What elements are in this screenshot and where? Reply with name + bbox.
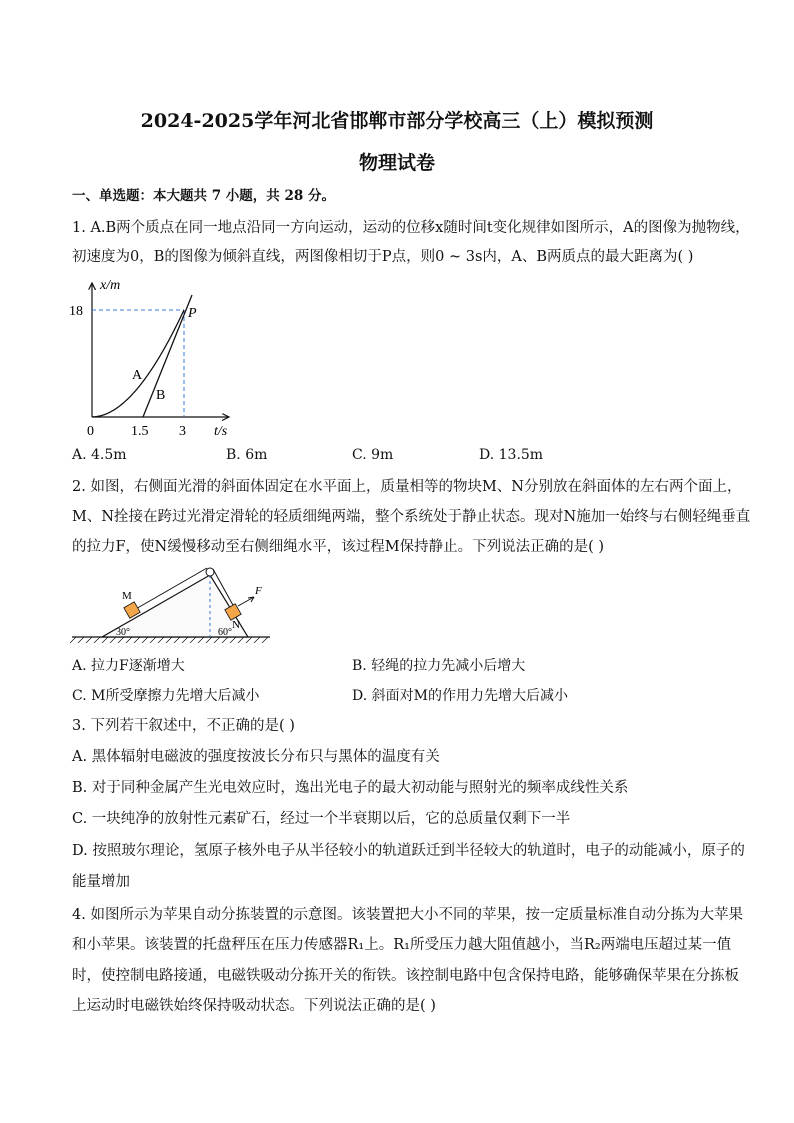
x-axis-label: x/m [100,278,121,293]
q2-incline-figure [70,562,280,648]
q3-option-d[interactable]: D. 按照玻尔理论，氢原子核外电子从半径较小的轨道跃迁到半径较大的轨道时，电子的动能减小，原子的 [72,843,745,859]
curve-a-parabola [92,310,184,417]
block-m [124,602,140,618]
q3-stem: 3. 下列若干叙述中，不正确的是( ) [72,718,295,734]
line-b-label: B [156,388,166,403]
q3-option-a[interactable]: A. 黑体辐射电磁波的强度按波长分布只与黑体的温度有关 [72,749,440,765]
q2-option-b[interactable]: B. 轻绳的拉力先减小后增大 [352,658,526,674]
curve-a-label: A [132,368,143,383]
t-axis-label: t/s [214,424,228,439]
angle-30-label: 30° [116,627,130,638]
q1-option-d[interactable]: D. 13.5m [479,447,544,463]
q2-option-c[interactable]: C. M所受摩擦力先增大后减小 [72,688,260,704]
x-tick-0: 0 [87,424,94,439]
angle-60-label: 60° [218,627,232,638]
q4-line-2: 和小苹果。该装置的托盘秤压在压力传感器R₁上。R₁所受压力越大阻值越小，当R₂两端电压超过某一值 [72,937,732,953]
q1-option-b[interactable]: B. 6m [226,447,268,463]
q2-line-1: 2. 如图，右侧面光滑的斜面体固定在水平面上，质量相等的物块M、N分别放在斜面体的左右两个面上， [72,479,742,495]
q3-option-c[interactable]: C. 一块纯净的放射性元素矿石，经过一个半衰期以后，它的总质量仅剩下一半 [72,811,571,827]
q2-option-d[interactable]: D. 斜面对M的作用力先增大后减小 [352,688,568,704]
q2-line-2: M、N拴接在跨过光滑定滑轮的轻质细绳两端，整个系统处于静止状态。现对N施加一始终与右侧轻绳垂直 [72,509,751,525]
q1-line-2: 初速度为0，B的图像为倾斜直线，两图像相切于P点，则0 ~ 3s内，A、B两质点的最大距离为( ) [72,249,694,265]
q4-line-4: 上运动时电磁铁始终保持吸动状态。下列说法正确的是( ) [72,998,436,1014]
force-f-label: F [255,585,262,597]
q4-line-3: 时，使控制电路接通，电磁铁吸动分拣开关的衔铁。该控制电路中包含保持电路，能够确保苹果在分拣板 [72,968,739,984]
y-tick-18: 18 [69,304,83,319]
q1-xt-graph [64,275,244,440]
q1-option-a[interactable]: A. 4.5m [72,447,127,463]
point-p-label: P [188,306,197,321]
q1-line-1: 1. A.B两个质点在同一地点沿同一方向运动，运动的位移x随时间t变化规律如图所示，A的图像为抛物线， [72,220,750,236]
q1-option-c[interactable]: C. 9m [352,447,394,463]
q2-option-a[interactable]: A. 拉力F逐渐增大 [72,658,185,674]
ground-hatching [70,637,268,643]
block-n-label: N [232,619,240,631]
q4-line-1: 4. 如图所示为苹果自动分拣装置的示意图。该装置把大小不同的苹果，按一定质量标准自动分拣为大苹果 [72,907,743,923]
q3-option-b[interactable]: B. 对于同种金属产生光电效应时，逸出光电子的最大初动能与照射光的频率成线性关系 [72,780,629,796]
block-m-label: M [122,590,132,602]
section-heading: 一、单选题：本大题共 7 小题，共 28 分。 [72,188,335,204]
q3-option-d-cont: 能量增加 [72,874,130,890]
q2-line-3: 的拉力F，使N缓慢移动至右侧细绳水平，该过程M保持静止。下列说法正确的是( ) [72,539,605,555]
exam-title: 2024-2025学年河北省邯郸市部分学校高三（上）模拟预测 [140,110,654,132]
x-tick-3: 3 [179,424,186,439]
exam-subtitle: 物理试卷 [358,152,435,174]
line-b [143,295,192,417]
x-tick-1-5: 1.5 [131,424,149,439]
